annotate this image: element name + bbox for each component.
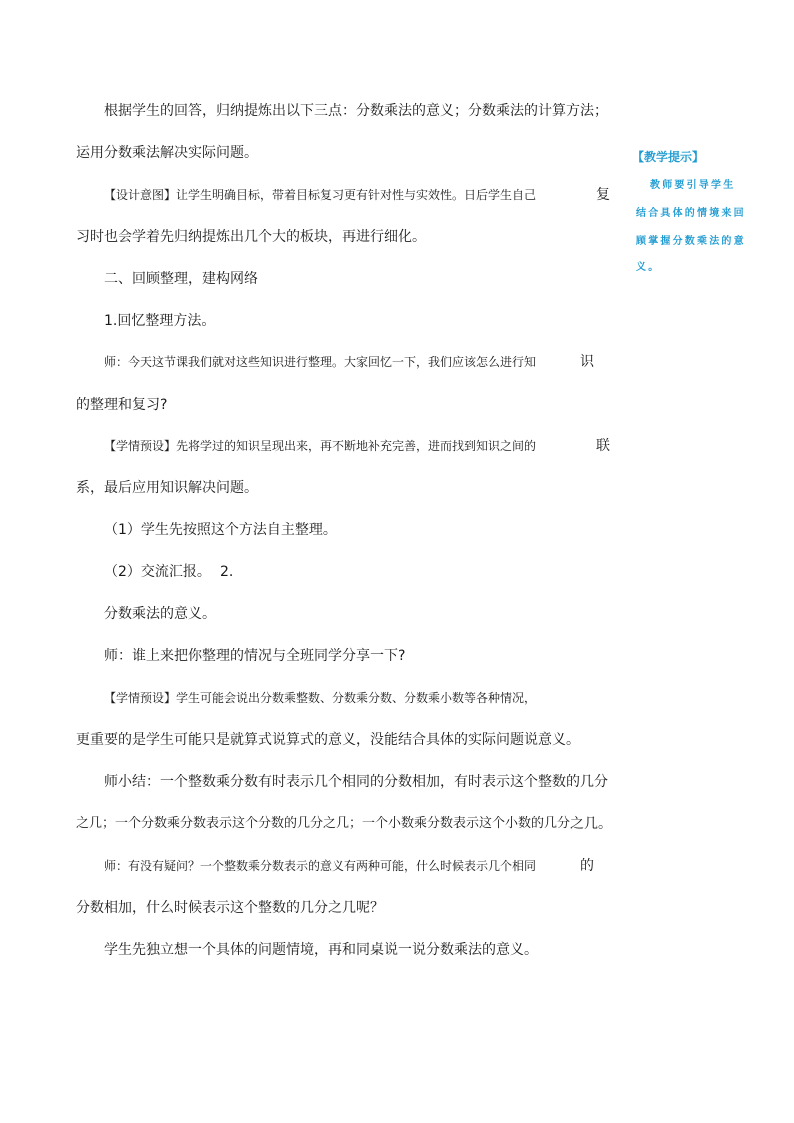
preset-line: 【学情预设】先将学过的知识呈现出来，再不断地补充完善，进而找到知识之间的 xyxy=(104,439,537,453)
list-item: （2）交流汇报。 xyxy=(104,564,211,580)
sidebar-line: 义。 xyxy=(636,262,661,273)
preset-line: 【学情预设】学生可能会说出分数乘整数、分数乘分数、分数乘小数等各种情况， xyxy=(104,691,537,705)
teacher-line: 师：有没有疑问？一个整数乘分数表示的意义有两种可能，什么时候表示几个相同 xyxy=(104,859,537,873)
paragraph-line: 根据学生的回答，归纳提炼出以下三点：分数乘法的意义；分数乘法的计算方法； xyxy=(104,103,608,119)
preset-line-end: 联 xyxy=(596,438,610,454)
design-intent-line: 习时也会学着先归纳提炼出几个大的板块，再进行细化。 xyxy=(76,229,426,245)
subsection-heading: 分数乘法的意义。 xyxy=(104,606,216,622)
subsection-heading: 1.回忆整理方法。 xyxy=(104,313,216,329)
summary-line-end: 之几。 xyxy=(570,816,612,832)
summary-line: 之几；一个分数乘分数表示这个分数的几分之几；一个小数乘分数表示这个小数的几分 xyxy=(76,816,571,831)
design-intent-line: 【设计意图】让学生明确目标，带着目标复习更有针对性与实效性。日后学生自己 xyxy=(104,188,537,202)
teacher-line-end: 的 xyxy=(580,858,594,874)
sidebar-heading: 【教学提示】 xyxy=(632,150,705,164)
section-heading: 二、回顾整理，建构网络 xyxy=(104,271,258,287)
teacher-line: 师：谁上来把你整理的情况与全班同学分享一下? xyxy=(104,648,406,664)
summary-line: 师小结：一个整数乘分数有时表示几个相同的分数相加，有时表示这个整数的几分 xyxy=(104,774,608,790)
paragraph-line: 学生先独立想一个具体的问题情境，再和同桌说一说分数乘法的意义。 xyxy=(104,942,538,958)
list-number: 2. xyxy=(220,564,234,580)
sidebar-line: 顾掌握分数乘法的意 xyxy=(636,236,746,247)
sidebar-line: 教师要引导学生 xyxy=(650,180,736,191)
preset-line: 更重要的是学生可能只是就算式说算式的意义，没能结合具体的实际问题说意义。 xyxy=(76,732,580,748)
teacher-line-end: 识 xyxy=(580,354,594,370)
teacher-line: 师：今天这节课我们就对这些知识进行整理。大家回忆一下，我们应该怎么进行知 xyxy=(104,355,537,369)
list-item: （1）学生先按照这个方法自主整理。 xyxy=(104,522,337,538)
paragraph-line: 运用分数乘法解决实际问题。 xyxy=(76,145,258,161)
design-intent-line-end: 复 xyxy=(596,187,610,203)
preset-line: 系，最后应用知识解决问题。 xyxy=(76,480,258,496)
teacher-line: 分数相加，什么时候表示这个整数的几分之几呢？ xyxy=(76,900,384,916)
sidebar-line: 结合具体的情境来回 xyxy=(636,208,746,219)
teacher-line: 的整理和复习? xyxy=(76,397,168,413)
